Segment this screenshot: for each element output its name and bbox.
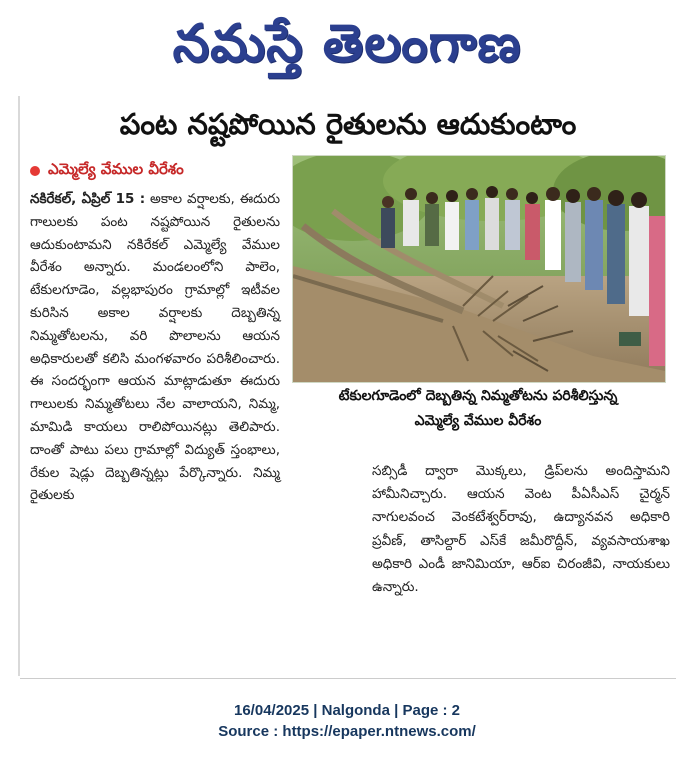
masthead xyxy=(0,4,694,84)
footer-source: Source : https://epaper.ntnews.com/ xyxy=(218,723,476,740)
article-body-left xyxy=(30,188,280,507)
newspaper-logo: నమస్తే తెలంగాణ xyxy=(172,14,522,74)
byline-text: ఎమ్మెల్యే వేముల వీరేశం xyxy=(48,160,184,178)
body-text-right: సబ్సిడీ ద్వారా మొక్కలు, డ్రిప్‌లను అందిస్తామని హామీనిచ్చారు. ఆయన వెంట పీఏసీఎస్ చైర్మన్ నాగులవంచ వెంకటేశ్వర్‌రావు, ఉద్యానవన అధికారి ప్రవీణ్, తాసిల్దార్ ఎస్‌కే జమీరొద్దీన్, వ్యవసాయశాఖ అధికారి ఎండీ జానిమియా, ఆర్‌ఐ చిరంజీవి, నాయకులు ఉన్నారు. xyxy=(372,463,670,596)
footer-divider xyxy=(20,678,676,679)
column-rule xyxy=(18,96,20,676)
dateline: నకిరేకల్, ఏప్రిల్ 15 : xyxy=(30,191,146,207)
photo-caption-line-2: ఎమ్మెల్యే వేముల వీరేశం xyxy=(414,413,542,429)
body-text-left: అకాల వర్షాలకు, ఈదురు గాలులకు పంట నష్టపోయిన రైతులను ఆదుకుంటామని నకిరేకల్ ఎమ్మెల్యే వేముల వీరేశం అన్నారు. మండలంలోని పాలెం, టేకులగూడెం, వల్లభాపురం గ్రామాల్లో ఇటీవల కురిసిన అకాల వర్షాలకు దెబ్బతిన్న నిమ్మతోటలను, వరి పొలాలను ఆయన అధికారులతో కలిసి మంగళవారం పరిశీలించారు. ఈ సందర్భంగా ఆయన మాట్లాడుతూ ఈదురు గాలులకు నిమ్మతోటలు నేల వాలాయని, నిమ్మ, మామిడి కాయలు రాలిపోయినట్లు తెలిపారు. దాంతో పాటు పలు గ్రామాల్లో విద్యుత్ స్తంభాలు, రేకుల షెడ్లు దెబ్బతిన్నట్లు పేర్కొన్నారు. నిమ్మ రైతులకు xyxy=(30,191,280,504)
photo-illustration xyxy=(293,156,665,382)
photo-caption xyxy=(292,384,664,434)
footer-date-edition: 16/04/2025 | Nalgonda | Page : 2 xyxy=(234,702,460,719)
byline xyxy=(30,158,184,184)
article-photo xyxy=(292,155,666,383)
article-body-right xyxy=(372,460,670,599)
article-headline: పంట నష్టపోయిన రైతులను ఆదుకుంటాం xyxy=(119,107,577,141)
photo-caption-line-1: టేకులగూడెంలో దెబ్బతిన్న నిమ్మతోటను పరిశీలిస్తున్న xyxy=(338,388,618,404)
footer xyxy=(0,700,694,742)
bullet-icon xyxy=(30,166,40,176)
